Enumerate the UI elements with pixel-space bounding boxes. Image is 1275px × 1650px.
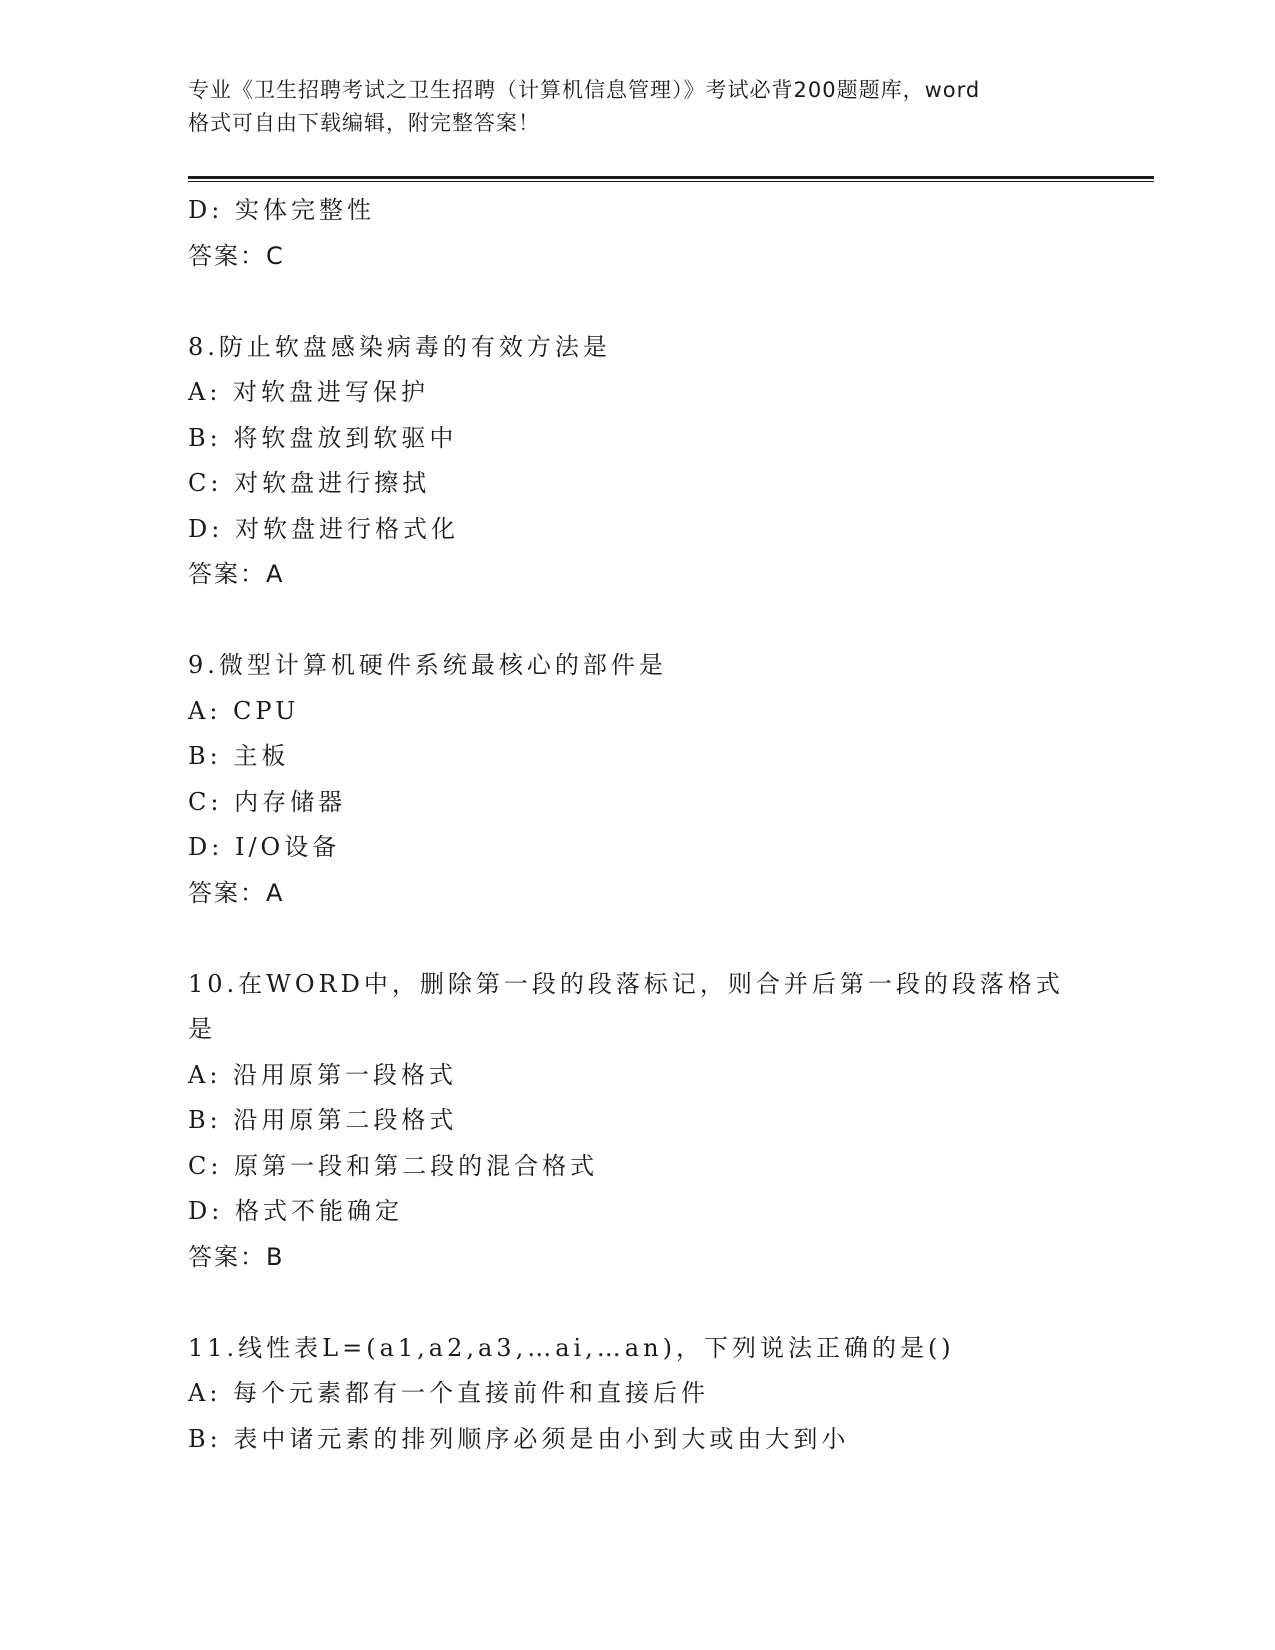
header-rule-thin <box>188 181 1154 182</box>
question-title: 8.防止软盘感染病毒的有效方法是 <box>188 332 611 361</box>
header-rule-thick <box>188 176 1154 179</box>
answer-line: 答案：A <box>188 560 285 588</box>
question-title-line1: 10.在WORD中，删除第一段的段落标记，则合并后第一段的段落格式 <box>188 969 1064 998</box>
question-block-10 <box>188 962 1088 1281</box>
option-d: D: 实体完整性 <box>188 196 375 224</box>
answer-line: 答案：C <box>188 241 285 270</box>
option-a: A: 每个元素都有一个直接前件和直接后件 <box>188 1379 710 1407</box>
option-d: D: 格式不能确定 <box>188 1197 403 1225</box>
spacer <box>188 1280 1088 1326</box>
option-a: A: CPU <box>188 696 300 725</box>
spacer <box>188 598 1088 644</box>
answer-line: 答案：B <box>188 1242 285 1271</box>
spacer <box>188 279 1088 325</box>
option-a: A: 沿用原第一段格式 <box>188 1060 458 1089</box>
option-a: A: 对软盘进写保护 <box>188 378 430 406</box>
question-list <box>188 188 1088 1462</box>
option-c: C: 对软盘进行擦拭 <box>188 469 431 497</box>
header-title-line2: 格式可自由下载编辑，附完整答案！ <box>188 111 540 135</box>
option-b: B: 表中诸元素的排列顺序必须是由小到大或由大到小 <box>188 1424 850 1453</box>
question-title-line2: 是 <box>188 1015 216 1043</box>
option-b: B: 将软盘放到软驱中 <box>188 423 458 452</box>
option-c: C: 原第一段和第二段的混合格式 <box>188 1151 599 1180</box>
question-title: 9.微型计算机硬件系统最核心的部件是 <box>188 651 667 679</box>
option-b: B: 主板 <box>188 742 290 770</box>
option-c: C: 内存储器 <box>188 787 347 816</box>
option-b: B: 沿用原第二段格式 <box>188 1106 458 1134</box>
question-title: 11.线性表L=(a1,a2,a3,…ai,…an)，下列说法正确的是() <box>188 1333 955 1362</box>
spacer <box>188 916 1088 962</box>
question-block-8 <box>188 325 1088 598</box>
document-header <box>188 74 1088 140</box>
header-title-line1: 专业《卫生招聘考试之卫生招聘（计算机信息管理）》考试必背200题题库，word <box>188 78 981 102</box>
option-d: D: 对软盘进行格式化 <box>188 514 459 543</box>
answer-line: 答案：A <box>188 878 285 907</box>
option-d: D: I/O设备 <box>188 833 341 861</box>
question-block-9 <box>188 643 1088 916</box>
question-block-11 <box>188 1326 1088 1463</box>
